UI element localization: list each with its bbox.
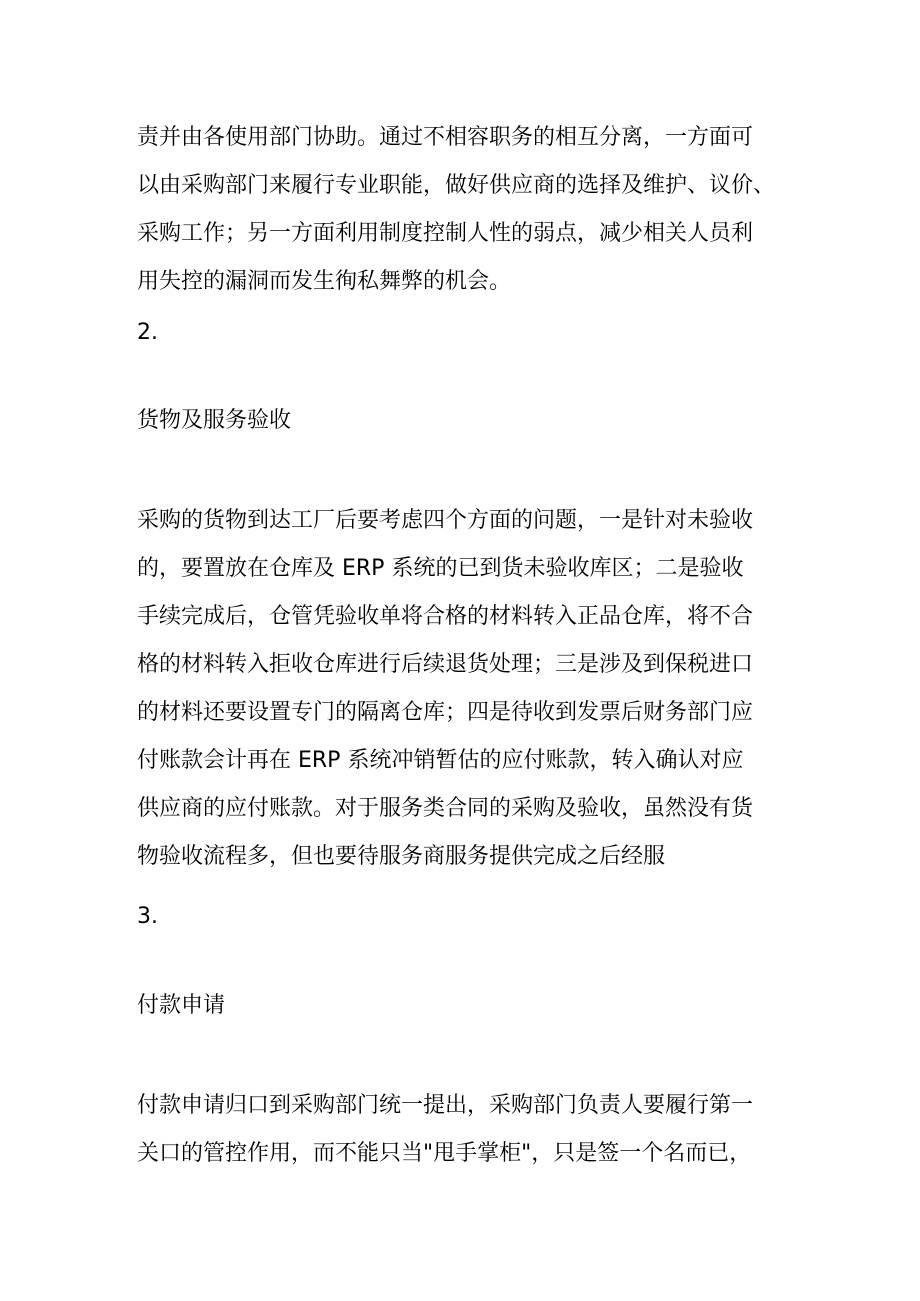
text-line: 手续完成后，仓管凭验收单将合格的材料转入正品仓库，将不合 [137, 604, 754, 629]
text-line: 采购的货物到达工厂后要考虑四个方面的问题，一是针对未验收 [137, 508, 754, 533]
text-line: 付账款会计再在 ERP 系统冲销暂估的应付账款，转入确认对应 [137, 748, 744, 773]
text-line: 供应商的应付账款。对于服务类合同的采购及验收，虽然没有货 [137, 796, 754, 821]
text-line: 物验收流程多，但也要待服务商服务提供完成之后经服 [137, 844, 666, 869]
text-line: 关口的管控作用，而不能只当"甩手掌柜"，只是签一个名而已， [137, 1141, 752, 1166]
section-2-number: 2. [137, 320, 158, 345]
text-line: 以由采购部门来履行专业职能，做好供应商的选择及维护、议价、 [137, 173, 776, 198]
text-line: 的，要置放在仓库及 ERP 系统的已到货未验收库区；二是验收 [137, 556, 744, 581]
paragraph-responsibility-separation [137, 114, 797, 306]
section-3-title: 付款申请 [137, 993, 226, 1018]
text-line: 责并由各使用部门协助。通过不相容职务的相互分离，一方面可 [137, 125, 754, 150]
section-3-number: 3. [137, 904, 158, 929]
text-line: 的材料还要设置专门的隔离仓库；四是待收到发票后财务部门应 [137, 700, 754, 725]
text-line: 格的材料转入拒收仓库进行后续退货处理；三是涉及到保税进口 [137, 652, 754, 677]
section-2-title: 货物及服务验收 [137, 408, 292, 433]
paragraph-payment-request [137, 1082, 797, 1178]
text-line: 采购工作；另一方面利用制度控制人性的弱点，减少相关人员利 [137, 221, 754, 246]
text-line: 付款申请归口到采购部门统一提出，采购部门负责人要履行第一 [137, 1093, 754, 1118]
paragraph-goods-acceptance [137, 497, 797, 881]
text-line: 用失控的漏洞而发生徇私舞弊的机会。 [137, 269, 512, 294]
